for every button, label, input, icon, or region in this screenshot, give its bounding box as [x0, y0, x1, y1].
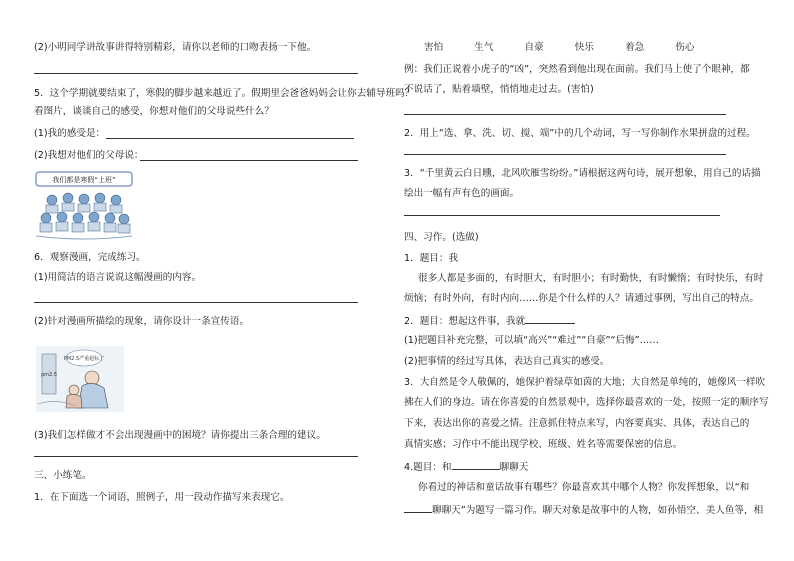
comic-pm25-smog [36, 346, 124, 412]
word-choice: 伤心 [675, 42, 695, 53]
comic2-sign: pm2.5 [41, 372, 57, 378]
topic1-line1: 很多人都是多面的，有时胆大，有时胆小；有时勤快，有时懒惰；有时快乐，有时 [418, 273, 764, 284]
topic3-line1: 3．大自然是令人敬佩的，她保护着绿草如茵的大地；大自然是单纯的，她像风一样吹 [404, 377, 766, 388]
example-line1: 例：我们正说着小虎子的“凶”，突然看到他出现在面前。我们马上使了个眼神，都 [404, 64, 750, 75]
word-choice: 快乐 [574, 42, 594, 53]
topic4-line2 [404, 503, 763, 517]
q6-1: (1)用简洁的语言说说这幅漫画的内容。 [34, 272, 202, 283]
q3-line2: 绘出一幅有声有色的画面。 [404, 188, 520, 199]
q6-2: (2)针对漫画所描绘的现象，请你设计一条宣传语。 [34, 316, 250, 327]
topic4-title-pre: 4.题目：和 [404, 462, 452, 473]
word-choice: 自豪 [524, 42, 544, 53]
q5-line2: 看图片，谈谈自己的感受，你想对他们的父母说些什么？ [34, 106, 274, 117]
topic4-title-post: 聊聊天 [499, 462, 529, 473]
comic2-caption: PM2.5严重超标了 [63, 356, 105, 362]
topic3-line2: 拂在人们的身边。请在你喜爱的自然景观中，选择你最喜欢的一处，按照一定的顺序写 [404, 397, 769, 408]
q5-line1: 5．这个学期就要结束了，寒假的脚步越来越近了。假期里会爸爸妈妈会让你去辅导班吗？ [34, 88, 415, 99]
answer-line[interactable] [140, 160, 358, 161]
q6-3: (3)我们怎样做才不会出现漫画中的困境？请你提出三条合理的建议。 [34, 430, 326, 441]
topic1-title: 1．题目：我 [404, 253, 459, 264]
comic-students-classroom [34, 170, 134, 242]
topic2-title [404, 314, 575, 328]
word-choice: 生气 [474, 42, 494, 53]
topic4-title [404, 460, 528, 474]
topic2-req2: (2)把事情的经过写具体，表达自己真实的感受。 [404, 356, 610, 367]
answer-line[interactable] [34, 302, 358, 303]
topic3-line4: 真情实感；习作中不能出现学校、班级、姓名等需要保密的信息。 [404, 439, 683, 450]
answer-line[interactable] [404, 215, 720, 216]
q5-say-label: (2)我想对他们的父母说： [34, 150, 144, 161]
q6-title: 6．观察漫画，完成练习。 [34, 252, 146, 263]
word-choices [424, 42, 722, 54]
answer-line[interactable] [106, 138, 354, 139]
q5-feel-label: (1)我的感受是： [34, 128, 106, 139]
answer-line[interactable] [34, 73, 358, 74]
topic4-blank[interactable] [452, 460, 500, 470]
topic4-blank-2[interactable] [404, 503, 432, 513]
section4-title: 四、习作。(选做) [404, 232, 479, 243]
topic2-title-text: 2．题目：想起这件事，我就 [404, 316, 526, 327]
topic2-req1: (1)把题目补充完整，可以填“高兴”“难过”“自豪”“后悔”…… [404, 335, 659, 346]
topic2-blank[interactable] [525, 314, 575, 324]
topic1-line2: 烦恼；有时外向，有时内向……你是个什么样的人？请通过事例，写出自己的特点。 [404, 293, 759, 304]
word-choice: 害怕 [424, 42, 444, 53]
q3-line1: 3．“千里黄云白日曛，北风吹雁雪纷纷。”请根据这两句诗，展开想象，用自己的话描 [404, 168, 761, 179]
topic3-line3: 下来，表达出你的喜爱之情。注意抓住特点来写，内容要真实、具体，表达自己的 [404, 418, 750, 429]
q2-text: (2)小明同学讲故事讲得特别精彩，请你以老师的口吻表扬一下他。 [34, 42, 317, 53]
answer-line[interactable] [404, 114, 726, 115]
example-line2: 不说话了，贴着墙壁，悄悄地走过去。(害怕) [404, 84, 594, 95]
topic4-line1: 你看过的神话和童话故事有哪些？你最喜欢其中哪个人物？你发挥想象，以“和 [418, 482, 750, 493]
section3-q1: 1．在下面选一个词语，照例子，用一段动作描写来表现它。 [34, 492, 290, 503]
word-choice: 着急 [625, 42, 645, 53]
topic4-line2-text: 聊聊天”为题写一篇习作。聊天对象是故事中的人物，如孙悟空、美人鱼等，相 [432, 505, 764, 516]
q2-line1: 2．用上“选、拿、洗、切、搅、端”中的几个动词，写一写你制作水果拼盘的过程。 [404, 128, 756, 139]
comic1-caption: 我们都是寒假“上班” [52, 176, 116, 184]
section3-title: 三、小练笔。 [34, 470, 92, 481]
answer-line[interactable] [404, 154, 726, 155]
answer-line[interactable] [34, 456, 358, 457]
